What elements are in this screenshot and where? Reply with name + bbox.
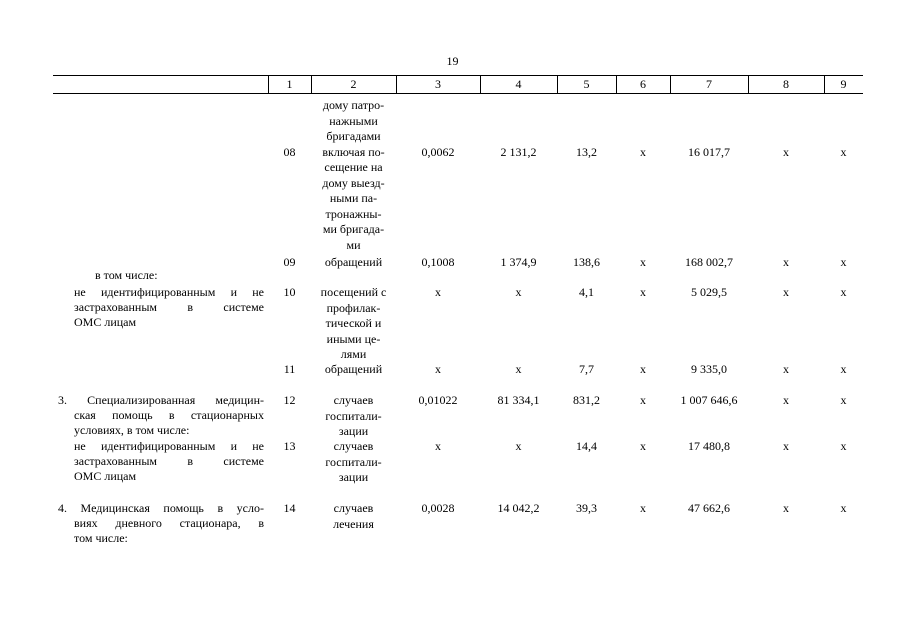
row-col8: х: [783, 255, 789, 269]
row-unit: посещений с профилак- тической и иными це- лями: [320, 285, 387, 361]
row-col7: 47 662,6: [688, 501, 730, 515]
row-col9: х: [840, 255, 847, 269]
row-col4: 2 131,2: [500, 145, 537, 159]
header-col-5: 5: [583, 77, 590, 91]
row-col4: х: [515, 362, 522, 376]
header-col-2: 2: [350, 77, 357, 91]
row-col6: х: [640, 393, 646, 407]
row-code: 11: [283, 362, 296, 376]
row-col6: х: [640, 362, 646, 376]
row-col6: х: [640, 439, 646, 453]
row-col4: 14 042,2: [497, 501, 540, 515]
row-col7: 9 335,0: [691, 362, 727, 376]
page-number: 19: [446, 54, 459, 68]
row-col5: 4,1: [579, 285, 594, 299]
row-col4: х: [515, 439, 522, 453]
row-col9: х: [840, 145, 847, 159]
label-specialized-line1: 3. Специализированная медицин-: [58, 393, 264, 407]
row-col9: х: [840, 393, 847, 407]
row-code: 14: [283, 501, 296, 515]
row-unit: дому патро- нажными бригадами включая по- сещение на дому выезд- ными па- тронажны- ми бригада- ми: [322, 98, 385, 252]
row-col5: 138,6: [573, 255, 600, 269]
row-col4: 81 334,1: [497, 393, 540, 407]
row-col3: 0,1008: [421, 255, 455, 269]
row-col9: х: [840, 439, 847, 453]
row-col9: х: [840, 285, 847, 299]
header-col-8: 8: [783, 77, 789, 91]
row-col5: 7,7: [579, 362, 594, 376]
row-col3: 0,0062: [421, 145, 455, 159]
row-col3: 0,0028: [421, 501, 455, 515]
row-col7: 168 002,7: [685, 255, 733, 269]
label-uninsured2-line3: ОМС лицам: [74, 469, 137, 483]
label-specialized-line2: ская помощь в стационарных: [74, 408, 264, 422]
row-col3: х: [435, 285, 441, 299]
row-col3: х: [435, 439, 441, 453]
row-col6: х: [640, 501, 646, 515]
header-col-6: 6: [640, 77, 646, 91]
table-header-bottom-rule: [53, 93, 863, 94]
row-col9: х: [840, 362, 847, 376]
header-col-7: 7: [706, 77, 712, 91]
row-col5: 831,2: [573, 393, 600, 407]
label-uninsured2-line2: застрахованным в системе: [74, 454, 264, 468]
row-code: 10: [283, 285, 296, 299]
row-col3: 0,01022: [418, 393, 458, 407]
row-col8: х: [783, 362, 789, 376]
header-col-3: 3: [435, 77, 441, 91]
row-col8: х: [783, 439, 789, 453]
row-unit: случаев госпитали- зации: [325, 439, 382, 484]
row-col8: х: [783, 285, 789, 299]
header-col-4: 4: [515, 77, 522, 91]
row-col3: х: [435, 362, 441, 376]
header-col-9: 9: [840, 77, 847, 91]
row-col5: 39,3: [576, 501, 597, 515]
row-col6: х: [640, 255, 646, 269]
label-uninsured-line2: застрахованным в системе: [74, 300, 264, 314]
label-day-hospital-line2: виях дневного стационара, в: [74, 516, 264, 530]
row-unit: обращений: [324, 255, 383, 269]
row-col9: х: [840, 501, 847, 515]
label-uninsured-line3: ОМС лицам: [74, 315, 137, 329]
table-top-rule: [53, 75, 863, 76]
row-code: 08: [283, 145, 296, 159]
label-day-hospital-line1: 4. Медицинская помощь в усло-: [58, 501, 264, 515]
row-col7: 17 480,8: [688, 439, 730, 453]
label-day-hospital-line3: том числе:: [74, 531, 128, 545]
row-col4: х: [515, 285, 522, 299]
row-col8: х: [783, 393, 789, 407]
row-col8: х: [783, 501, 789, 515]
label-specialized-line3: условиях, в том числе:: [74, 423, 190, 437]
row-unit: случаев лечения: [333, 501, 374, 531]
row-col5: 13,2: [576, 145, 597, 159]
row-col4: 1 374,9: [500, 255, 537, 269]
row-code: 12: [283, 393, 296, 407]
label-uninsured2-line1: не идентифицированным и не: [74, 439, 264, 453]
row-col7: 1 007 646,6: [680, 393, 738, 407]
row-col7: 16 017,7: [688, 145, 730, 159]
row-col6: х: [640, 285, 646, 299]
header-col-1: 1: [286, 77, 293, 91]
row-col6: х: [640, 145, 646, 159]
label-uninsured-line1: не идентифицированным и не: [74, 285, 264, 299]
row-unit: обращений: [324, 362, 383, 376]
row-col8: х: [783, 145, 789, 159]
row-code: 09: [283, 255, 296, 269]
label-including: в том числе:: [95, 268, 158, 282]
row-code: 13: [283, 439, 296, 453]
row-col7: 5 029,5: [691, 285, 727, 299]
row-col5: 14,4: [576, 439, 597, 453]
row-unit: случаев госпитали- зации: [325, 393, 382, 438]
